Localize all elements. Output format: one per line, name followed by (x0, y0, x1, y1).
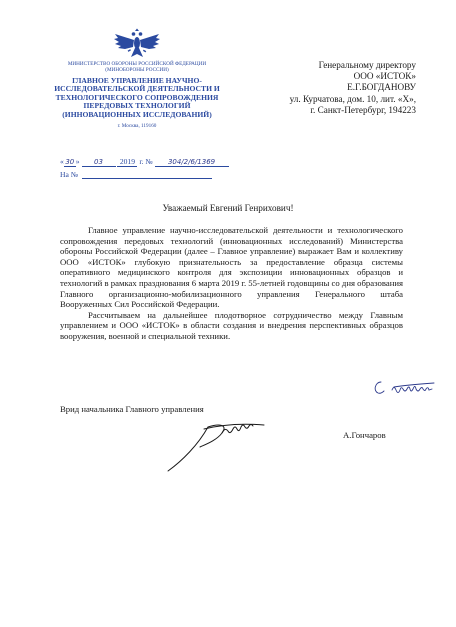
ministry-name: МИНИСТЕРСТВО ОБОРОНЫ РОССИЙСКОЙ ФЕДЕРАЦИИ (МИНОБОРОНЫ РОССИИ) (67, 61, 207, 73)
body-paragraph: Главное управление научно-исследовательской деятельности и технологического сопровождения передовых технологий (инновационных исследований) Министерства обороны Российской Федерации (далее – Главное управление) выражает Вам и коллективу ООО «ИСТОК» глубокую признательность за предоставление образца системы оперативного медицинского контроля для экспозиции инновационных образцов и технологий в рамках празднования 6 марта 2019 г. 55-летней годовщины со дня образования Главного организационно-мобилизационного управления Генерального штаба Вооруженных Сил Российской Федерации. (60, 225, 403, 310)
letterhead-address: г. Москва, 119160 (117, 123, 157, 130)
addressee-position: Генеральному директору (318, 60, 416, 70)
addressee-street: ул. Курчатова, дом. 10, лит. «Х», (289, 93, 416, 104)
number-label: № (145, 157, 153, 166)
addressee-company: ООО «ИСТОК» (353, 71, 416, 82)
reference-label: На № (60, 170, 78, 179)
handwritten-closing (372, 378, 444, 400)
outgoing-number: 304/2/6/1369 (155, 158, 229, 167)
salutation: Уважаемый Евгений Генрихович! (162, 203, 294, 213)
date-month: 03 (82, 158, 116, 167)
body-paragraph: Рассчитываем на дальнейшее плодотворное сотрудничество между Главным управлением и ООО «ИСТОК» в области создания и внедрения перспективных образцов вооружения, военной и специальной техники. (60, 309, 403, 341)
addressee-block (226, 60, 416, 116)
signatory-title: Врид начальника Главного управления (60, 404, 204, 414)
date-day: 30 (65, 158, 75, 166)
date-year: 2019 (117, 157, 137, 167)
date-suffix: г. (139, 157, 144, 166)
letterhead (52, 28, 222, 129)
reference-number-line (60, 170, 212, 179)
addressee-city: г. Санкт-Петербург, 194223 (310, 104, 416, 115)
addressee-name: Е.Г.БОГДАНОВУ (347, 82, 416, 93)
department-name: ГЛАВНОЕ УПРАВЛЕНИЕ НАУЧНО-ИССЛЕДОВАТЕЛЬСКОЙ ДЕЯТЕЛЬНОСТИ И ТЕХНОЛОГИЧЕСКОГО СОПРОВОЖДЕНИЯ ПЕРЕДОВЫХ ТЕХНОЛОГИЙ (ИННОВАЦИОННЫХ ИССЛЕДОВАНИЙ) (54, 76, 220, 119)
date-and-number-line: « 30 » 03 2019 г. № 304/2/6/1369 (60, 157, 229, 167)
letter-body (60, 225, 403, 342)
double-headed-eagle-emblem-icon (113, 28, 161, 58)
reference-blank (82, 178, 212, 179)
signatory-name: А.Гончаров (343, 430, 386, 440)
handwritten-signature (160, 415, 270, 475)
